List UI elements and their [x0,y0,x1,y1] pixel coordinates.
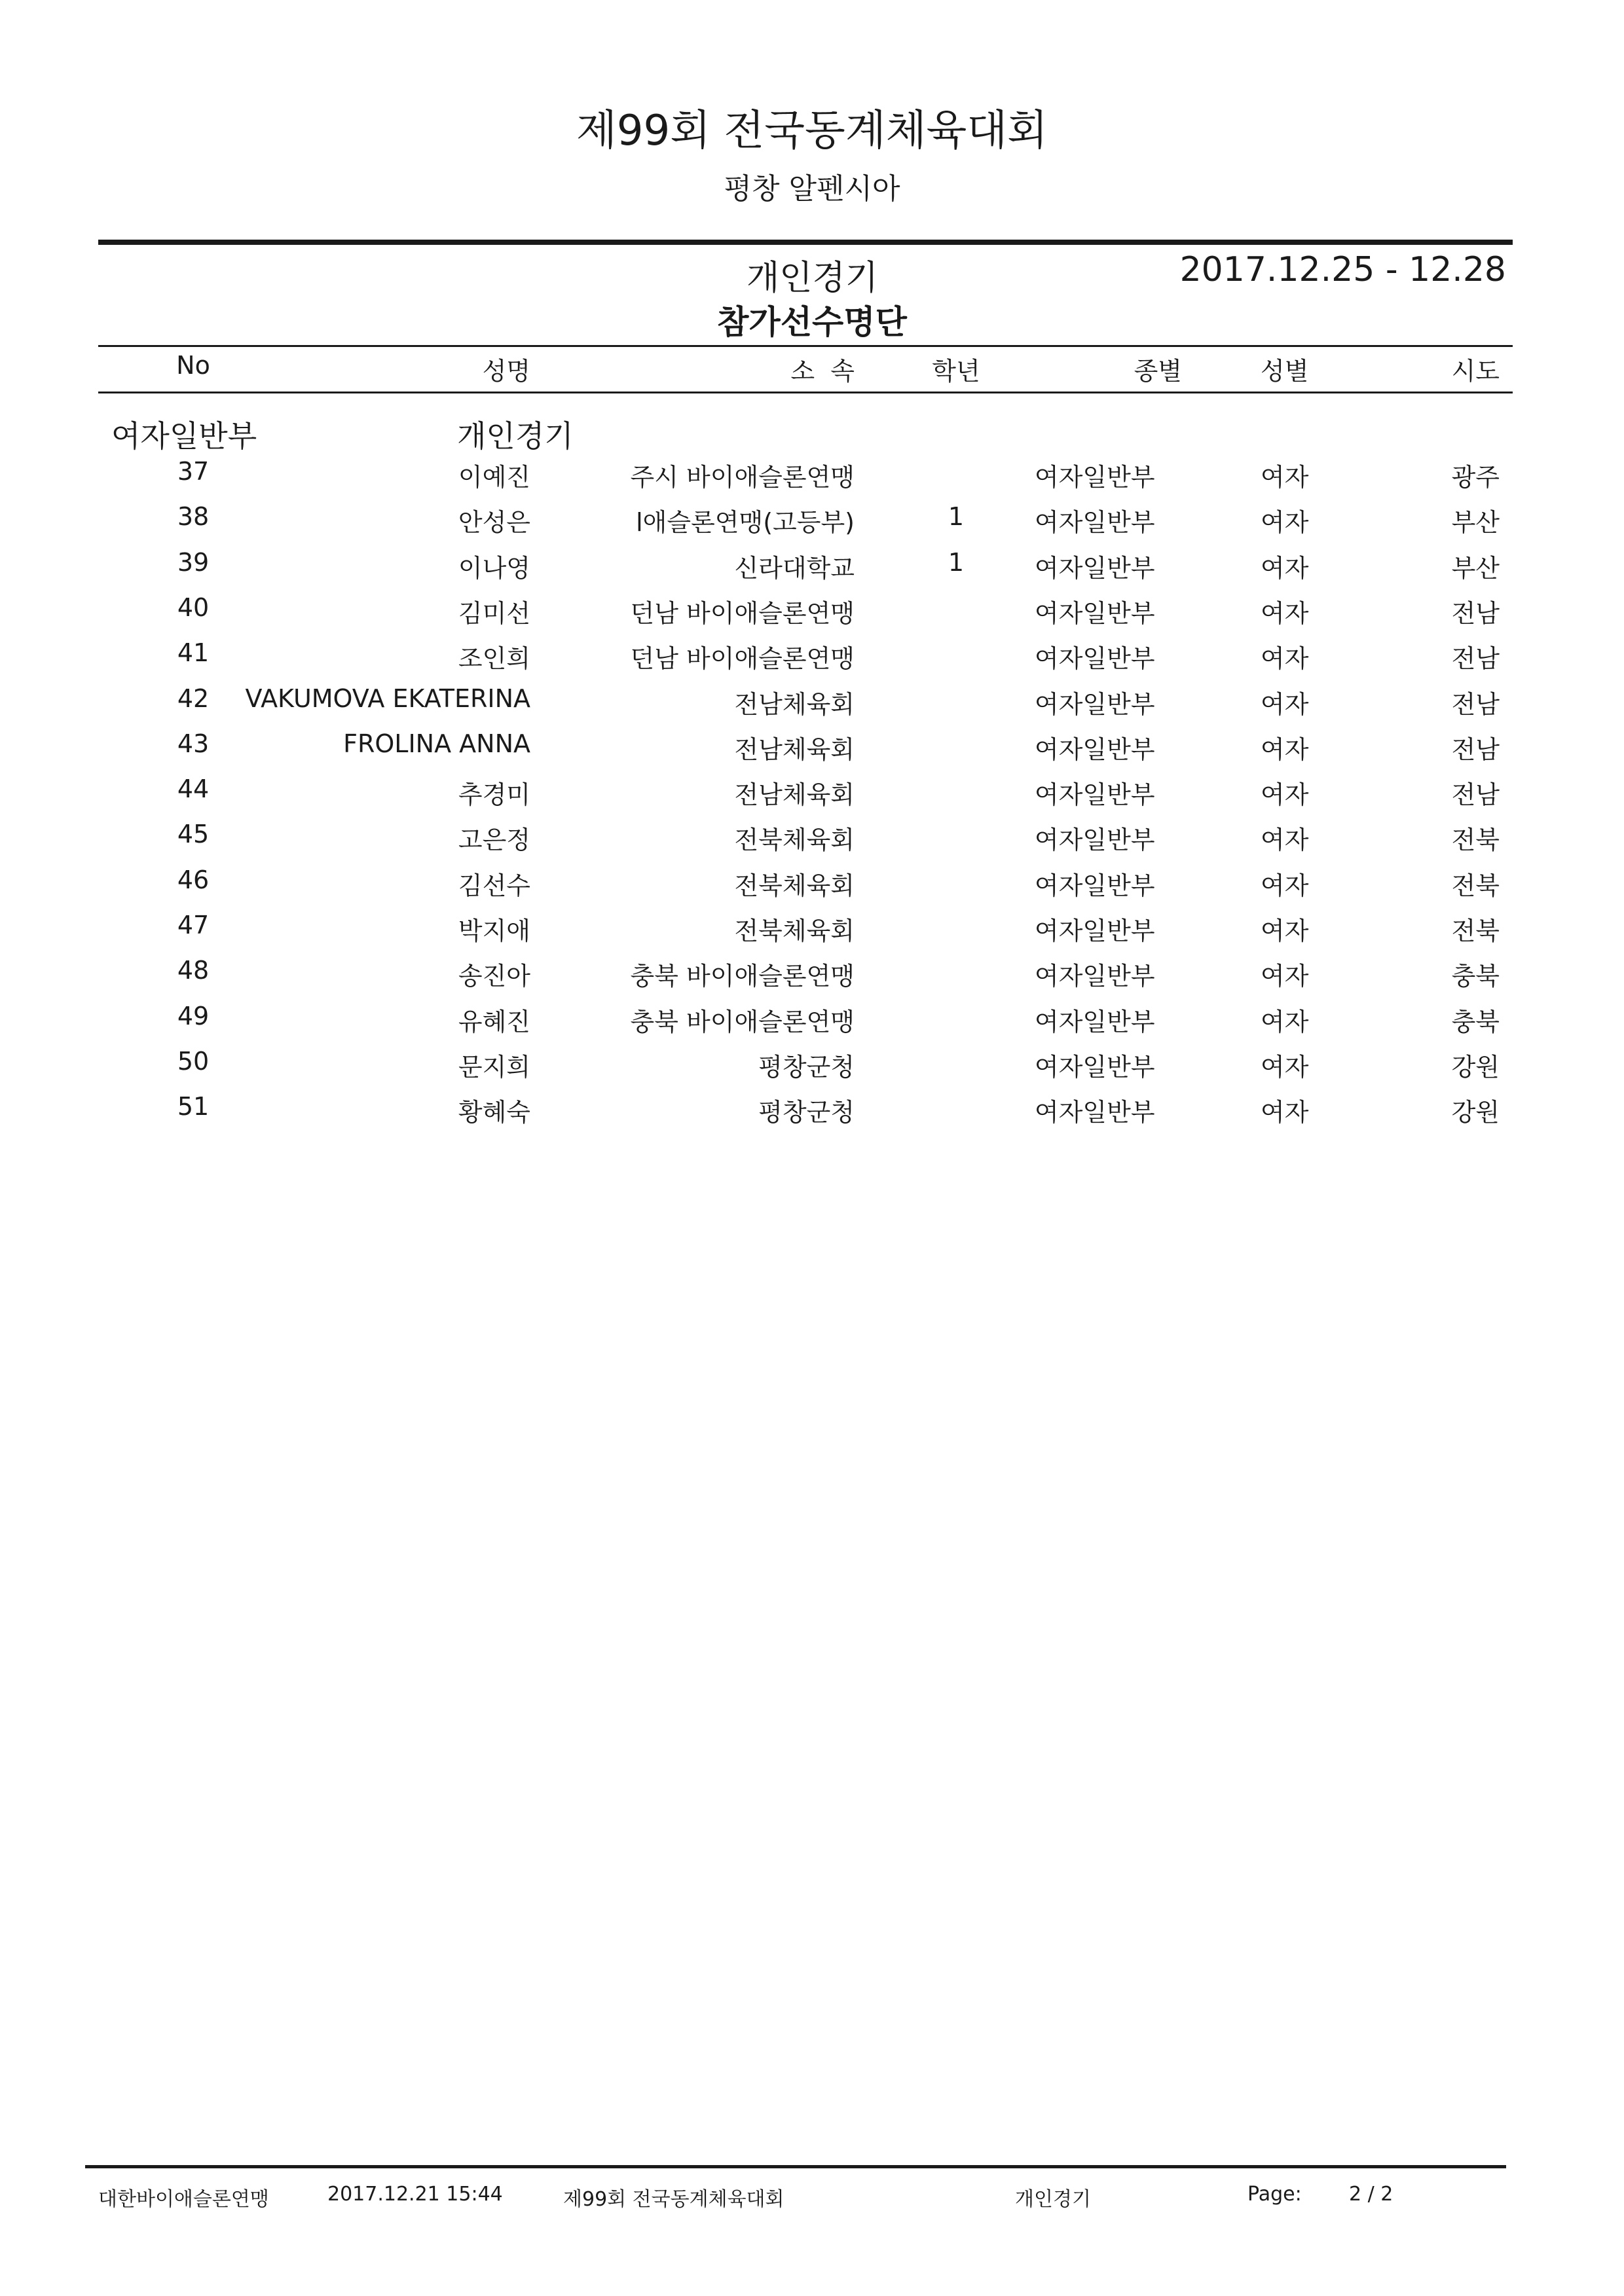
row-province: 전남 [1451,780,1500,809]
row-category: 여자일반부 [1035,463,1155,492]
row-club: 전남체육회 [734,690,855,719]
row-category: 여자일반부 [1035,826,1155,854]
row-sex: 여자 [1261,917,1309,945]
row-name: 이나영 [458,554,530,583]
row-club: 신라대학교 [734,554,855,583]
row-name: 문지희 [458,1053,530,1082]
column-header-grade: 학년 [932,357,980,386]
row-no: 50 [177,1047,210,1076]
row-club: 던남 바이애슬론연맹 [630,644,855,673]
row-province: 전남 [1451,644,1500,673]
row-sex: 여자 [1261,1053,1309,1082]
row-club: 전북체육회 [734,826,855,854]
row-name: 이예진 [458,463,530,492]
row-name: 안성은 [458,508,530,537]
row-province: 전남 [1451,599,1500,628]
venue-subtitle: 평창 알펜시아 [724,172,900,206]
row-name: 박지애 [458,917,530,945]
column-header-name: 성명 [482,357,530,386]
row-province: 부산 [1451,554,1500,583]
row-sex: 여자 [1261,871,1309,900]
row-club: 전남체육회 [734,735,855,764]
row-sex: 여자 [1261,463,1309,492]
row-province: 부산 [1451,508,1500,537]
row-no: 40 [177,593,210,622]
row-club: 평창군청 [758,1098,855,1127]
footer-page-label: Page: [1247,2183,1302,2206]
row-province: 전남 [1451,735,1500,764]
footer-event: 개인경기 [1015,2188,1091,2211]
row-category: 여자일반부 [1035,962,1155,991]
row-no: 43 [177,729,210,758]
row-sex: 여자 [1261,599,1309,628]
row-name: VAKUMOVA EKATERINA [245,684,530,713]
row-category: 여자일반부 [1035,917,1155,945]
footer-page-value: 2 / 2 [1349,2183,1393,2206]
row-club: l애슬론연맹(고등부) [636,508,855,537]
row-no: 41 [177,638,210,667]
column-header-rule-bottom [98,392,1513,393]
row-province: 강원 [1451,1098,1500,1127]
row-province: 강원 [1451,1053,1500,1082]
list-title: 참가선수명단 [717,303,907,341]
row-club: 전북체육회 [734,871,855,900]
row-province: 전북 [1451,917,1500,945]
footer-rule [85,2165,1506,2168]
date-range: 2017.12.25 - 12.28 [1179,250,1506,289]
column-header-rule-top [98,345,1513,347]
column-header-sex: 성별 [1261,357,1309,386]
row-sex: 여자 [1261,554,1309,583]
row-province: 광주 [1451,463,1500,492]
row-category: 여자일반부 [1035,508,1155,537]
header-rule-top [98,240,1513,245]
footer-organization: 대한바이애슬론연맹 [98,2188,269,2211]
row-no: 37 [177,457,210,486]
group-category: 여자일반부 [111,418,257,454]
row-province: 전북 [1451,871,1500,900]
row-sex: 여자 [1261,644,1309,673]
row-category: 여자일반부 [1035,871,1155,900]
row-sex: 여자 [1261,1008,1309,1036]
row-club: 충북 바이애슬론연맹 [630,962,855,991]
row-club: 평창군청 [758,1053,855,1082]
row-sex: 여자 [1261,1098,1309,1127]
row-no: 47 [177,911,210,939]
row-no: 46 [177,866,210,894]
row-club: 충북 바이애슬론연맹 [630,1008,855,1036]
row-no: 49 [177,1002,210,1030]
row-no: 44 [177,774,210,803]
row-no: 42 [177,684,210,713]
row-name: 김미선 [458,599,530,628]
row-sex: 여자 [1261,962,1309,991]
row-name: FROLINA ANNA [343,729,530,758]
column-header-club: 소 속 [790,357,855,386]
row-name: 고은정 [458,826,530,854]
row-category: 여자일반부 [1035,780,1155,809]
row-sex: 여자 [1261,735,1309,764]
row-category: 여자일반부 [1035,735,1155,764]
group-event: 개인경기 [457,418,574,454]
row-name: 추경미 [458,780,530,809]
row-club: 주시 바이애슬론연맹 [630,463,855,492]
column-header-no: No [176,351,210,380]
row-sex: 여자 [1261,508,1309,537]
row-no: 48 [177,956,210,985]
row-name: 조인희 [458,644,530,673]
row-sex: 여자 [1261,690,1309,719]
row-club: 전남체육회 [734,780,855,809]
row-name: 황혜숙 [458,1098,530,1127]
row-name: 유혜진 [458,1008,530,1036]
row-province: 전남 [1451,690,1500,719]
document-title: 제99회 전국동계체육대회 [576,107,1048,155]
row-club: 전북체육회 [734,917,855,945]
row-province: 전북 [1451,826,1500,854]
row-category: 여자일반부 [1035,1008,1155,1036]
row-category: 여자일반부 [1035,599,1155,628]
row-category: 여자일반부 [1035,554,1155,583]
column-header-category: 종별 [1134,357,1182,386]
row-category: 여자일반부 [1035,1098,1155,1127]
row-name: 김선수 [458,871,530,900]
footer-printed-at: 2017.12.21 15:44 [327,2183,503,2206]
row-category: 여자일반부 [1035,690,1155,719]
row-sex: 여자 [1261,780,1309,809]
row-no: 38 [177,502,210,531]
row-sex: 여자 [1261,826,1309,854]
row-category: 여자일반부 [1035,644,1155,673]
row-club: 던남 바이애슬론연맹 [630,599,855,628]
row-category: 여자일반부 [1035,1053,1155,1082]
row-no: 51 [177,1092,210,1121]
row-name: 송진아 [458,962,530,991]
row-province: 충북 [1451,962,1500,991]
column-header-province: 시도 [1451,357,1500,386]
footer-competition: 제99회 전국동계체육대회 [563,2188,784,2211]
row-grade: 1 [948,548,965,577]
row-province: 충북 [1451,1008,1500,1036]
row-grade: 1 [948,502,965,531]
event-type: 개인경기 [747,259,878,298]
row-no: 45 [177,820,210,848]
row-no: 39 [177,548,210,577]
